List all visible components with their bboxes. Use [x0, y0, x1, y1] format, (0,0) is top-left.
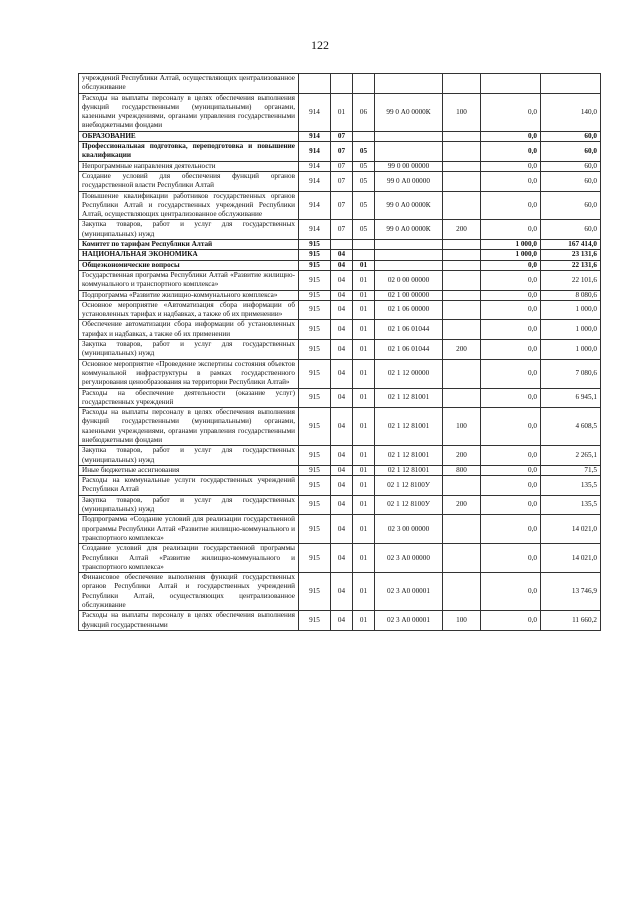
- row-subsection-code-cell: 01: [353, 476, 375, 496]
- table-row: [79, 260, 601, 270]
- table-row: [79, 544, 601, 573]
- row-gr-code-cell: 915: [299, 270, 331, 290]
- row-amount-2-cell: 1 000,0: [541, 300, 601, 320]
- row-amount-2-cell: 60,0: [541, 161, 601, 171]
- row-name-cell: Общеэкономические вопросы: [79, 260, 299, 270]
- row-section-code-cell: 04: [331, 250, 353, 260]
- row-subsection-code-cell: 01: [353, 290, 375, 300]
- row-amount-1-cell: 0,0: [481, 191, 541, 220]
- row-target-article-cell: 99 0 А0 0000К: [375, 220, 443, 240]
- row-name-cell: Комитет по тарифам Республики Алтай: [79, 240, 299, 250]
- row-subsection-code-cell: 05: [353, 161, 375, 171]
- row-target-article-cell: 02 1 12 8100У: [375, 476, 443, 496]
- row-gr-code-cell: 914: [299, 161, 331, 171]
- row-amount-2-cell: 167 414,0: [541, 240, 601, 250]
- row-amount-1-cell: 0,0: [481, 340, 541, 360]
- row-section-code-cell: 04: [331, 495, 353, 515]
- row-amount-1-cell: 0,0: [481, 515, 541, 544]
- row-gr-code-cell: 914: [299, 131, 331, 141]
- row-name-cell: Иные бюджетные ассигнования: [79, 465, 299, 475]
- row-target-article-cell: [375, 74, 443, 94]
- row-target-article-cell: [375, 240, 443, 250]
- row-amount-2-cell: 6 945,1: [541, 388, 601, 408]
- row-target-article-cell: 02 1 12 8100У: [375, 495, 443, 515]
- budget-table: [78, 73, 601, 631]
- row-expense-type-cell: [443, 142, 481, 162]
- row-amount-2-cell: 60,0: [541, 142, 601, 162]
- row-gr-code-cell: 915: [299, 250, 331, 260]
- row-gr-code-cell: 915: [299, 544, 331, 573]
- row-amount-2-cell: [541, 74, 601, 94]
- row-gr-code-cell: 915: [299, 240, 331, 250]
- row-amount-1-cell: 0,0: [481, 171, 541, 191]
- row-gr-code-cell: 915: [299, 290, 331, 300]
- row-amount-2-cell: 14 021,0: [541, 515, 601, 544]
- row-expense-type-cell: [443, 544, 481, 573]
- row-target-article-cell: 02 1 06 01044: [375, 340, 443, 360]
- row-amount-2-cell: 135,5: [541, 476, 601, 496]
- table-row: [79, 142, 601, 162]
- row-expense-type-cell: [443, 270, 481, 290]
- row-gr-code-cell: 915: [299, 260, 331, 270]
- row-subsection-code-cell: 01: [353, 270, 375, 290]
- row-amount-2-cell: 60,0: [541, 220, 601, 240]
- row-amount-1-cell: 0,0: [481, 573, 541, 611]
- row-amount-2-cell: 4 608,5: [541, 408, 601, 446]
- row-target-article-cell: [375, 131, 443, 141]
- row-expense-type-cell: [443, 515, 481, 544]
- row-target-article-cell: 02 3 А0 00001: [375, 573, 443, 611]
- row-expense-type-cell: [443, 388, 481, 408]
- row-amount-2-cell: 1 000,0: [541, 340, 601, 360]
- row-subsection-code-cell: 01: [353, 359, 375, 388]
- row-gr-code-cell: 914: [299, 220, 331, 240]
- row-amount-1-cell: 1 000,0: [481, 250, 541, 260]
- row-amount-2-cell: 60,0: [541, 191, 601, 220]
- row-amount-1-cell: 0,0: [481, 408, 541, 446]
- row-expense-type-cell: [443, 359, 481, 388]
- row-amount-2-cell: 2 265,1: [541, 446, 601, 466]
- row-section-code-cell: 04: [331, 340, 353, 360]
- row-amount-1-cell: 0,0: [481, 93, 541, 131]
- row-subsection-code-cell: [353, 131, 375, 141]
- row-gr-code-cell: 914: [299, 171, 331, 191]
- row-target-article-cell: 02 1 12 81001: [375, 465, 443, 475]
- row-expense-type-cell: [443, 320, 481, 340]
- row-subsection-code-cell: 01: [353, 611, 375, 631]
- row-name-cell: Создание условий для обеспечения функций органов государственной власти Республики Алтай: [79, 171, 299, 191]
- row-expense-type-cell: [443, 191, 481, 220]
- row-name-cell: Расходы на коммунальные услуги государственных учреждений Республики Алтай: [79, 476, 299, 496]
- row-subsection-code-cell: 05: [353, 220, 375, 240]
- row-name-cell: Расходы на выплаты персоналу в целях обеспечения выполнения функций государственными: [79, 611, 299, 631]
- row-expense-type-cell: 100: [443, 408, 481, 446]
- row-name-cell: Подпрограмма «Создание условий для реализации государственной программы Республики Алтай «Развитие жилищно-коммунального и транспортного комплекса»: [79, 515, 299, 544]
- row-gr-code-cell: 915: [299, 465, 331, 475]
- row-subsection-code-cell: 06: [353, 93, 375, 131]
- table-row: [79, 515, 601, 544]
- row-subsection-code-cell: 01: [353, 573, 375, 611]
- row-name-cell: Профессиональная подготовка, переподготовка и повышение квалификации: [79, 142, 299, 162]
- row-amount-1-cell: 0,0: [481, 270, 541, 290]
- row-subsection-code-cell: 01: [353, 408, 375, 446]
- row-amount-1-cell: 0,0: [481, 446, 541, 466]
- row-amount-2-cell: 140,0: [541, 93, 601, 131]
- row-expense-type-cell: [443, 260, 481, 270]
- row-amount-1-cell: 0,0: [481, 495, 541, 515]
- table-row: [79, 495, 601, 515]
- row-amount-2-cell: 22 101,6: [541, 270, 601, 290]
- row-gr-code-cell: 915: [299, 476, 331, 496]
- row-amount-1-cell: 0,0: [481, 320, 541, 340]
- row-amount-2-cell: 14 021,0: [541, 544, 601, 573]
- table-row: [79, 446, 601, 466]
- table-row: [79, 611, 601, 631]
- table-row: [79, 388, 601, 408]
- row-subsection-code-cell: 01: [353, 340, 375, 360]
- row-amount-1-cell: 0,0: [481, 220, 541, 240]
- row-amount-2-cell: 8 080,6: [541, 290, 601, 300]
- table-row: [79, 240, 601, 250]
- row-expense-type-cell: 200: [443, 495, 481, 515]
- row-amount-2-cell: 22 131,6: [541, 260, 601, 270]
- row-gr-code-cell: 914: [299, 191, 331, 220]
- row-name-cell: Обеспечение автоматизации сбора информации об установленных тарифах и надбавках, а также об их применении: [79, 320, 299, 340]
- row-subsection-code-cell: 01: [353, 544, 375, 573]
- row-target-article-cell: 99 0 А0 0000К: [375, 191, 443, 220]
- row-section-code-cell: 04: [331, 320, 353, 340]
- row-gr-code-cell: 915: [299, 320, 331, 340]
- row-subsection-code-cell: 01: [353, 446, 375, 466]
- row-gr-code-cell: [299, 74, 331, 94]
- row-subsection-code-cell: 01: [353, 495, 375, 515]
- row-name-cell: Государственная программа Республики Алтай «Развитие жилищно-коммунального и транспортного комплекса»: [79, 270, 299, 290]
- row-name-cell: Закупка товаров, работ и услуг для государственных (муниципальных) нужд: [79, 495, 299, 515]
- row-amount-1-cell: 0,0: [481, 161, 541, 171]
- row-section-code-cell: 07: [331, 191, 353, 220]
- row-gr-code-cell: 915: [299, 340, 331, 360]
- row-name-cell: учреждений Республики Алтай, осуществляющих централизованное обслуживание: [79, 74, 299, 94]
- row-amount-1-cell: 0,0: [481, 359, 541, 388]
- row-amount-1-cell: 0,0: [481, 142, 541, 162]
- row-amount-2-cell: 135,5: [541, 495, 601, 515]
- row-section-code-cell: 07: [331, 171, 353, 191]
- row-section-code-cell: 07: [331, 131, 353, 141]
- table-row: [79, 74, 601, 94]
- row-expense-type-cell: [443, 476, 481, 496]
- row-target-article-cell: 99 0 00 00000: [375, 161, 443, 171]
- row-amount-1-cell: 0,0: [481, 544, 541, 573]
- row-section-code-cell: 04: [331, 544, 353, 573]
- row-name-cell: Расходы на обеспечение деятельности (оказание услуг) государственных учреждений: [79, 388, 299, 408]
- row-name-cell: Закупка товаров, работ и услуг для государственных (муниципальных) нужд: [79, 220, 299, 240]
- table-row: [79, 408, 601, 446]
- row-amount-1-cell: [481, 74, 541, 94]
- row-gr-code-cell: 915: [299, 359, 331, 388]
- row-subsection-code-cell: 01: [353, 260, 375, 270]
- row-expense-type-cell: 200: [443, 446, 481, 466]
- row-name-cell: Расходы на выплаты персоналу в целях обеспечения выполнения функций государственными (муниципальными) органами, казенными учреждениями, органами управления государственными внебюджетными фондами: [79, 408, 299, 446]
- row-subsection-code-cell: 05: [353, 171, 375, 191]
- row-target-article-cell: 02 0 00 00000: [375, 270, 443, 290]
- row-target-article-cell: 02 1 12 00000: [375, 359, 443, 388]
- row-name-cell: Создание условий для реализации государственной программы Республики Алтай «Развитие жилищно-коммунального и транспортного комплекса»: [79, 544, 299, 573]
- row-amount-2-cell: 60,0: [541, 131, 601, 141]
- table-row: [79, 93, 601, 131]
- row-section-code-cell: 07: [331, 142, 353, 162]
- row-target-article-cell: 99 0 А0 0000К: [375, 93, 443, 131]
- row-gr-code-cell: 915: [299, 446, 331, 466]
- row-amount-1-cell: 0,0: [481, 465, 541, 475]
- row-amount-2-cell: 1 000,0: [541, 320, 601, 340]
- row-amount-2-cell: 23 131,6: [541, 250, 601, 260]
- row-expense-type-cell: [443, 573, 481, 611]
- row-section-code-cell: 04: [331, 611, 353, 631]
- row-gr-code-cell: 914: [299, 93, 331, 131]
- row-name-cell: НАЦИОНАЛЬНАЯ ЭКОНОМИКА: [79, 250, 299, 260]
- row-expense-type-cell: [443, 240, 481, 250]
- row-target-article-cell: 02 1 06 00000: [375, 300, 443, 320]
- row-expense-type-cell: 800: [443, 465, 481, 475]
- row-subsection-code-cell: 01: [353, 465, 375, 475]
- row-subsection-code-cell: 05: [353, 191, 375, 220]
- row-name-cell: Основное мероприятие «Проведение экспертизы состояния объектов коммунальной инфраструктуры в рамках государственного регулирования ценообразования на территории Республики Алтай»: [79, 359, 299, 388]
- row-gr-code-cell: 915: [299, 573, 331, 611]
- row-gr-code-cell: 914: [299, 142, 331, 162]
- row-amount-1-cell: 0,0: [481, 290, 541, 300]
- row-section-code-cell: 04: [331, 260, 353, 270]
- row-target-article-cell: 02 1 12 81001: [375, 388, 443, 408]
- row-gr-code-cell: 915: [299, 611, 331, 631]
- row-subsection-code-cell: 01: [353, 300, 375, 320]
- row-target-article-cell: 02 1 12 81001: [375, 408, 443, 446]
- row-subsection-code-cell: 05: [353, 142, 375, 162]
- row-section-code-cell: 04: [331, 446, 353, 466]
- row-section-code-cell: 01: [331, 93, 353, 131]
- row-target-article-cell: 02 1 12 81001: [375, 446, 443, 466]
- row-expense-type-cell: [443, 131, 481, 141]
- row-name-cell: Финансовое обеспечение выполнения функций государственных органов Республики Алтай и государственных учреждений Республики Алтай, осуществляющих централизованное обслуживание: [79, 573, 299, 611]
- row-expense-type-cell: [443, 171, 481, 191]
- row-subsection-code-cell: [353, 250, 375, 260]
- row-amount-1-cell: 1 000,0: [481, 240, 541, 250]
- row-name-cell: Закупка товаров, работ и услуг для государственных (муниципальных) нужд: [79, 340, 299, 360]
- row-section-code-cell: 04: [331, 573, 353, 611]
- row-section-code-cell: 07: [331, 220, 353, 240]
- table-row: [79, 131, 601, 141]
- table-row: [79, 476, 601, 496]
- row-section-code-cell: [331, 74, 353, 94]
- table-row: [79, 171, 601, 191]
- row-name-cell: Подпрограмма «Развитие жилищно-коммунального комплекса»: [79, 290, 299, 300]
- row-target-article-cell: [375, 260, 443, 270]
- row-target-article-cell: 02 3 А0 00000: [375, 544, 443, 573]
- row-amount-2-cell: 7 080,6: [541, 359, 601, 388]
- row-section-code-cell: 07: [331, 161, 353, 171]
- table-row: [79, 300, 601, 320]
- row-section-code-cell: 04: [331, 465, 353, 475]
- row-subsection-code-cell: 01: [353, 320, 375, 340]
- row-expense-type-cell: [443, 290, 481, 300]
- row-target-article-cell: 02 3 00 00000: [375, 515, 443, 544]
- row-section-code-cell: 04: [331, 408, 353, 446]
- row-amount-1-cell: 0,0: [481, 611, 541, 631]
- row-target-article-cell: 99 0 А0 00000: [375, 171, 443, 191]
- row-name-cell: ОБРАЗОВАНИЕ: [79, 131, 299, 141]
- row-expense-type-cell: 100: [443, 611, 481, 631]
- row-section-code-cell: 04: [331, 515, 353, 544]
- row-section-code-cell: 04: [331, 270, 353, 290]
- row-section-code-cell: 04: [331, 290, 353, 300]
- table-row: [79, 320, 601, 340]
- row-amount-2-cell: 13 746,9: [541, 573, 601, 611]
- row-name-cell: Закупка товаров, работ и услуг для государственных (муниципальных) нужд: [79, 446, 299, 466]
- page-number: 122: [311, 38, 329, 52]
- row-gr-code-cell: 915: [299, 388, 331, 408]
- row-amount-1-cell: 0,0: [481, 388, 541, 408]
- row-section-code-cell: 04: [331, 476, 353, 496]
- row-expense-type-cell: 200: [443, 340, 481, 360]
- row-section-code-cell: 04: [331, 359, 353, 388]
- row-subsection-code-cell: 01: [353, 388, 375, 408]
- row-expense-type-cell: 200: [443, 220, 481, 240]
- row-section-code-cell: 04: [331, 388, 353, 408]
- row-amount-1-cell: 0,0: [481, 260, 541, 270]
- row-expense-type-cell: [443, 74, 481, 94]
- row-name-cell: Расходы на выплаты персоналу в целях обеспечения выполнения функций государственными (муниципальными) органами, казенными учреждениями, органами управления государственными внебюджетными фондами: [79, 93, 299, 131]
- table-row: [79, 220, 601, 240]
- row-gr-code-cell: 915: [299, 408, 331, 446]
- row-target-article-cell: 02 1 06 01044: [375, 320, 443, 340]
- table-row: [79, 359, 601, 388]
- table-row: [79, 270, 601, 290]
- row-name-cell: Непрограммные направления деятельности: [79, 161, 299, 171]
- row-subsection-code-cell: 01: [353, 515, 375, 544]
- table-row: [79, 191, 601, 220]
- row-expense-type-cell: [443, 300, 481, 320]
- row-amount-2-cell: 60,0: [541, 171, 601, 191]
- row-section-code-cell: 04: [331, 300, 353, 320]
- table-row: [79, 340, 601, 360]
- row-subsection-code-cell: [353, 74, 375, 94]
- table-row: [79, 290, 601, 300]
- table-row: [79, 465, 601, 475]
- row-target-article-cell: [375, 142, 443, 162]
- row-gr-code-cell: 915: [299, 515, 331, 544]
- row-expense-type-cell: [443, 250, 481, 260]
- row-amount-2-cell: 11 660,2: [541, 611, 601, 631]
- row-section-code-cell: [331, 240, 353, 250]
- table-row: [79, 250, 601, 260]
- row-gr-code-cell: 915: [299, 300, 331, 320]
- table-row: [79, 573, 601, 611]
- row-target-article-cell: 02 1 00 00000: [375, 290, 443, 300]
- table-row: [79, 161, 601, 171]
- row-amount-1-cell: 0,0: [481, 300, 541, 320]
- row-name-cell: Основное мероприятие «Автоматизация сбора информации об установленных тарифах и надбавках, а также об их применении»: [79, 300, 299, 320]
- row-gr-code-cell: 915: [299, 495, 331, 515]
- row-expense-type-cell: 100: [443, 93, 481, 131]
- row-target-article-cell: 02 3 А0 00001: [375, 611, 443, 631]
- row-amount-2-cell: 71,5: [541, 465, 601, 475]
- row-amount-1-cell: 0,0: [481, 131, 541, 141]
- row-amount-1-cell: 0,0: [481, 476, 541, 496]
- row-subsection-code-cell: [353, 240, 375, 250]
- row-name-cell: Повышение квалификации работников государственных органов Республики Алтай и государственных учреждений Республики Алтай, осуществляющих централизованное обслуживание: [79, 191, 299, 220]
- row-expense-type-cell: [443, 161, 481, 171]
- row-target-article-cell: [375, 250, 443, 260]
